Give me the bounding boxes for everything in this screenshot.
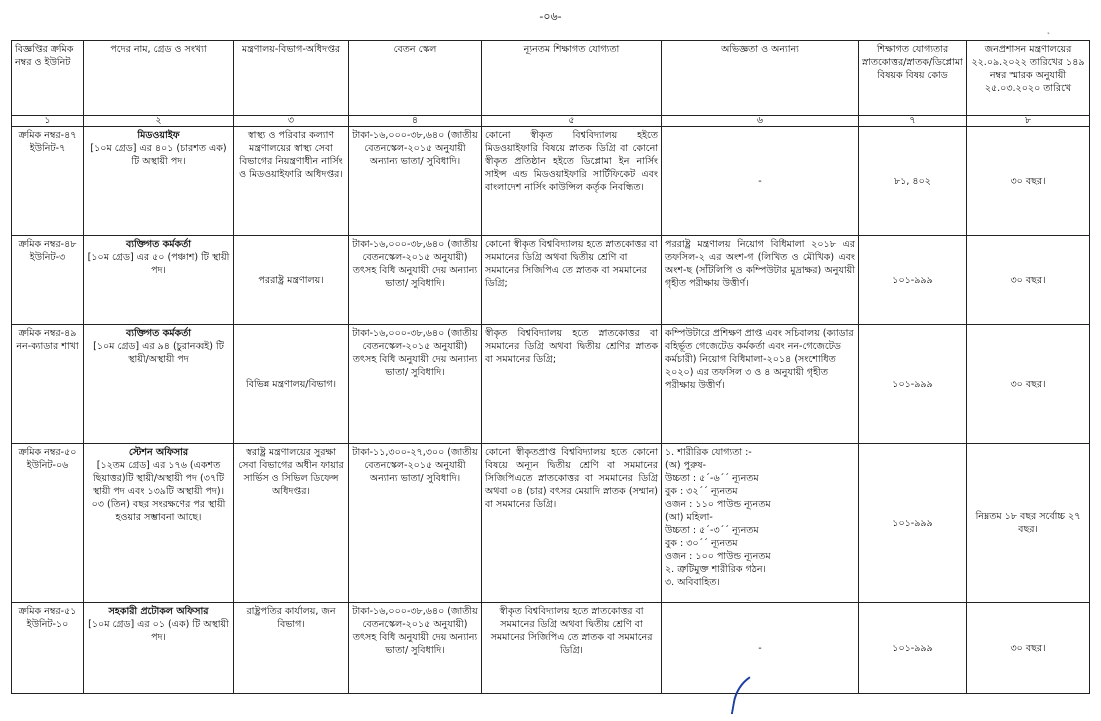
post-title: ব্যক্তিগত কর্মকর্তা (125, 328, 192, 339)
education-cell: স্বীকৃত বিশ্ববিদ্যালয় হতে স্নাতকোত্তর বা সমমানের ডিগ্রি অথবা দ্বিতীয় শ্রেণির স্নাতক বা সমমানের ডিগ্রি; (482, 325, 662, 444)
subject-code-cell: ১০১-৯৯৯ (859, 444, 967, 603)
experience-line: পররাষ্ট্র মন্ত্রণালয় নিয়োগ বিধিমালা ২০১৮ এর তফসিল-২ এর অংশ-গ (লিখিত ও মৌখিক) এবং অংশ-ছ (সাঁটলিপি ও কম্পিউটার মুদ্রাক্ষর) অনুযায়ী গৃহীত পরীক্ষায় উত্তীর্ণ। (665, 239, 855, 289)
header-subject-code: শিক্ষাগত যোগ্যতার স্নাতকোত্তর/স্নাতক/ডিপ্লোমা বিষয়ক বিষয় কোড (859, 41, 967, 116)
column-number: ৪ (349, 116, 482, 127)
column-number: ৫ (482, 116, 662, 127)
column-number: ২ (84, 116, 234, 127)
pay-scale-cell: টাকা-১১,৩০০-২৭,৩০০ (জাতীয় বেতনস্কেল-২০১৫ অনুযায়ী অন্যান্য ভাতা/ সুবিধাদি। (349, 444, 482, 603)
post-title: ব্যক্তিগত কর্মকর্তা (125, 239, 192, 250)
age-cell: ৩০ বছর। (967, 603, 1090, 694)
post-cell (84, 127, 234, 236)
age-cell: ৩০ বছর। (967, 127, 1090, 236)
table-row (12, 127, 1090, 236)
post-title: মিডওয়াইফ (137, 130, 180, 141)
page-number: -০৬- (539, 10, 562, 23)
column-number: ১ (12, 116, 84, 127)
recruitment-table (11, 40, 1090, 694)
subject-code-cell: ১০১-৯৯৯ (859, 603, 967, 694)
column-number: ৩ (234, 116, 349, 127)
ministry-cell: রাষ্ট্রপতির কার্যালয়, জন বিভাগ। (234, 603, 349, 694)
post-cell (84, 444, 234, 603)
experience-line: ৩. অবিবাহিত। (665, 577, 720, 588)
serial-cell: ক্রমিক নম্বর-৪৯ নন-ক্যাডার শাখা (12, 325, 84, 444)
experience-line: ১. শারীরিক যোগ্যতা :- (665, 447, 752, 458)
experience-line: বুক : ৩২´´ ন্যূনতম (665, 486, 738, 497)
post-detail: [১০ম গ্রেড] এর ০১ (এক) টি অস্থায়ী পদ। (88, 619, 229, 643)
header-age: জনপ্রশাসন মন্ত্রণালয়ের ২২.০৯.২০২২ তারিখের ১৪৯ নম্বর স্মারক অনুযায়ী ২৫.০৩.২০২০ তারিখে (967, 41, 1090, 116)
education-cell: কোনো স্বীকৃত বিশ্ববিদ্যালয় হতে স্নাতকোত্তর বা সমমানের ডিগ্রি অথবা দ্বিতীয় শ্রেণি বা সমমানের সিজিপিএ তে স্নাতক বা সমমানের ডিগ্রি; (482, 236, 662, 325)
pay-scale-cell: টাকা-১৬,০০০-৩৮,৬৪০ (জাতীয় বেতনস্কেল-২০১৫ অনুযায়ী) তৎসহ বিধি অনুযায়ী দেয় অন্যান্য ভাতা/ সুবিধাদি। (349, 236, 482, 325)
education-cell: কোনো স্বীকৃত বিশ্ববিদ্যালয় হইতে মিডওয়াইফারি বিষয়ে স্নাতক ডিগ্রি বা কোনো স্বীকৃত প্রতিষ্ঠান হইতে ডিপ্লোমা ইন নার্সিং সাইন্স এন্ড মিডওয়াইফারি সার্টিফিকেট এবং বাংলাদেশ নার্সিং কাউন্সিল কর্তৃক নিবন্ধিত। (482, 127, 662, 236)
subject-code-cell: ১০১-৯৯৯ (859, 325, 967, 444)
age-cell: নিম্নতম ১৮ বছর সর্বোচ্চ ২৭ বছর। (967, 444, 1090, 603)
ministry-cell: পররাষ্ট্র মন্ত্রণালয়। (234, 236, 349, 325)
experience-cell (662, 444, 859, 603)
experience-line: উচ্চতা : ৫´-৩´´ ন্যূনতম (665, 525, 759, 536)
header-pay-scale: বেতন স্কেল (349, 41, 482, 116)
experience-cell (662, 236, 859, 325)
education-cell: কোনো স্বীকৃতপ্রাপ্ত বিশ্ববিদ্যালয় হতে কোনো বিষয়ে অন্যূন দ্বিতীয় শ্রেণি বা সমমানের সিজিপিএতে স্নাতকোত্তর বা সমমানের ডিগ্রি অথবা ০৪ (চার) বৎসর মেয়াদি স্নাতক (সম্মান) বা সমমানের ডিগ্রি। (482, 444, 662, 603)
post-cell (84, 236, 234, 325)
post-cell (84, 325, 234, 444)
ministry-cell: বিভিন্ন মন্ত্রণালয়/বিভাগ। (234, 325, 349, 444)
post-detail: [১০ম গ্রেড] এর ৪০১ (চারশত এক) টি অস্থায়ী পদ। (90, 143, 227, 167)
serial-cell: ক্রমিক নম্বর-৫০ ইউনিট-০৬ (12, 444, 84, 603)
pay-scale-cell: টাকা-১৬,০০০-৩৮,৬৪০ (জাতীয় বেতনস্কেল-২০১৫ অনুযায়ী অন্যান্য ভাতা/ সুবিধাদি। (349, 127, 482, 236)
table-row (12, 325, 1090, 444)
post-detail: [১২তম গ্রেড] এর ১৭৬ (একশত ছিয়াত্তর)টি স্থায়ী/অস্থায়ী পদ (৩৭টি স্থায়ী পদ এবং ১৩৯টি অস্থায়ী পদ)। ০৩ (তিন) বছর সংরক্ষণের পর স্থায়ী হওয়ার সম্ভাবনা আছে। (91, 460, 226, 523)
subject-code-cell: ১০১-৯৯৯ (859, 236, 967, 325)
post-detail: [১০ম গ্রেড] এর ৫০ (পঞ্চাশ) টি স্থায়ী পদ। (87, 252, 230, 276)
experience-cell (662, 127, 859, 236)
experience-line: বুক : ৩০´´ ন্যূনতম (665, 538, 738, 549)
header-row (12, 41, 1090, 116)
table-row (12, 236, 1090, 325)
post-detail: [১০ম গ্রেড] এর ৯৪ (চুরানব্বই) টি স্থায়ী/অস্থায়ী পদ (93, 341, 224, 365)
pay-scale-cell: টাকা-১৬,০০০-৩৮,৬৪০ (জাতীয় বেতনস্কেল-২০১৫ অনুযায়ী) তৎসহ বিধি অনুযায়ী দেয় অন্যান্য ভাতা/ সুবিধাদি। (349, 603, 482, 694)
experience-line: - (758, 175, 762, 187)
post-title: সহকারী প্রটোকল অফিসার (108, 606, 209, 617)
column-number: ৬ (662, 116, 859, 127)
serial-cell: ক্রমিক নম্বর-৪৮ ইউনিট-৩ (12, 236, 84, 325)
serial-cell: ক্রমিক নম্বর-৫১ ইউনিট-১০ (12, 603, 84, 694)
experience-line: ওজন : ১০০ পাউন্ড ন্যূনতম (665, 551, 771, 562)
serial-cell: ক্রমিক নম্বর-৪৭ ইউনিট-৭ (12, 127, 84, 236)
experience-line: (আ) মহিলা- (665, 512, 713, 523)
experience-line: - (758, 642, 762, 654)
experience-line: কম্পিউটারে প্রশিক্ষণ প্রাপ্ত এবং সচিবালয় (ক্যাডার বহির্ভূত গেজেটেড কর্মকর্তা এবং নন-গেজেটেড কর্মচারী) নিয়োগ বিধিমালা-২০১৪ (সংশোধিত ২০২০) এর তফসিল ৩ ও ৪ অনুযায়ী গৃহীত পরীক্ষায় উত্তীর্ণ। (665, 328, 854, 391)
column-number: ৭ (859, 116, 967, 127)
table-row (12, 603, 1090, 694)
experience-cell (662, 325, 859, 444)
education-cell: স্বীকৃত বিশ্ববিদ্যালয় হতে স্নাতকোত্তর বা সমমানের ডিগ্রি অথবা দ্বিতীয় শ্রেণি বা সমমানের সিজিপিএ তে স্নাতক বা সমমানের ডিগ্রি। (482, 603, 662, 694)
column-number-row (12, 116, 1090, 127)
column-number: ৮ (967, 116, 1090, 127)
experience-line: ওজন : ১১০ পাউন্ড ন্যূনতম (665, 499, 771, 510)
corner-mark: ˛ (1046, 24, 1051, 35)
pay-scale-cell: টাকা-১৬,০০০-৩৮,৬৪০ (জাতীয় বেতনস্কেল-২০১৫ অনুযায়ী) তৎসহ বিধি অনুযায়ী দেয় অন্যান্য ভাতা/ সুবিধাদি। (349, 325, 482, 444)
header-experience: অভিজ্ঞতা ও অন্যান্য (662, 41, 859, 116)
header-education: ন্যূনতম শিক্ষাগত যোগ্যতা (482, 41, 662, 116)
header-serial: বিজ্ঞপ্তির ক্রমিক নম্বর ও ইউনিট (12, 41, 84, 116)
header-ministry: মন্ত্রণালয়-বিভাগ-অধিদপ্তর (234, 41, 349, 116)
ministry-cell: স্বাস্থ্য ও পরিবার কল্যাণ মন্ত্রণালয়ের স্বাস্থ্য সেবা বিভাগের নিয়ন্ত্রণাধীন নার্সিং ও মিডওয়াইফারি অধিদপ্তর। (234, 127, 349, 236)
post-title: স্টেশন অফিসার (128, 447, 189, 458)
post-cell (84, 603, 234, 694)
experience-line: উচ্চতা : ৫´-৬´´ ন্যূনতম (665, 473, 759, 484)
table-row (12, 444, 1090, 603)
subject-code-cell: ৮১, ৪০২ (859, 127, 967, 236)
header-post: পদের নাম, গ্রেড ও সংখ্যা (84, 41, 234, 116)
age-cell: ৩০ বছর। (967, 236, 1090, 325)
experience-line: ২. ত্রুটিমুক্ত শারীরিক গঠন। (665, 564, 766, 575)
ministry-cell: স্বরাষ্ট্র মন্ত্রণালয়ের সুরক্ষা সেবা বিভাগের অধীন ফায়ার সার্ভিস ও সিভিল ডিফেন্স অধিদপ্তর। (234, 444, 349, 603)
age-cell: ৩০ বছর। (967, 325, 1090, 444)
experience-line: (অ) পুরুষ- (665, 460, 707, 471)
